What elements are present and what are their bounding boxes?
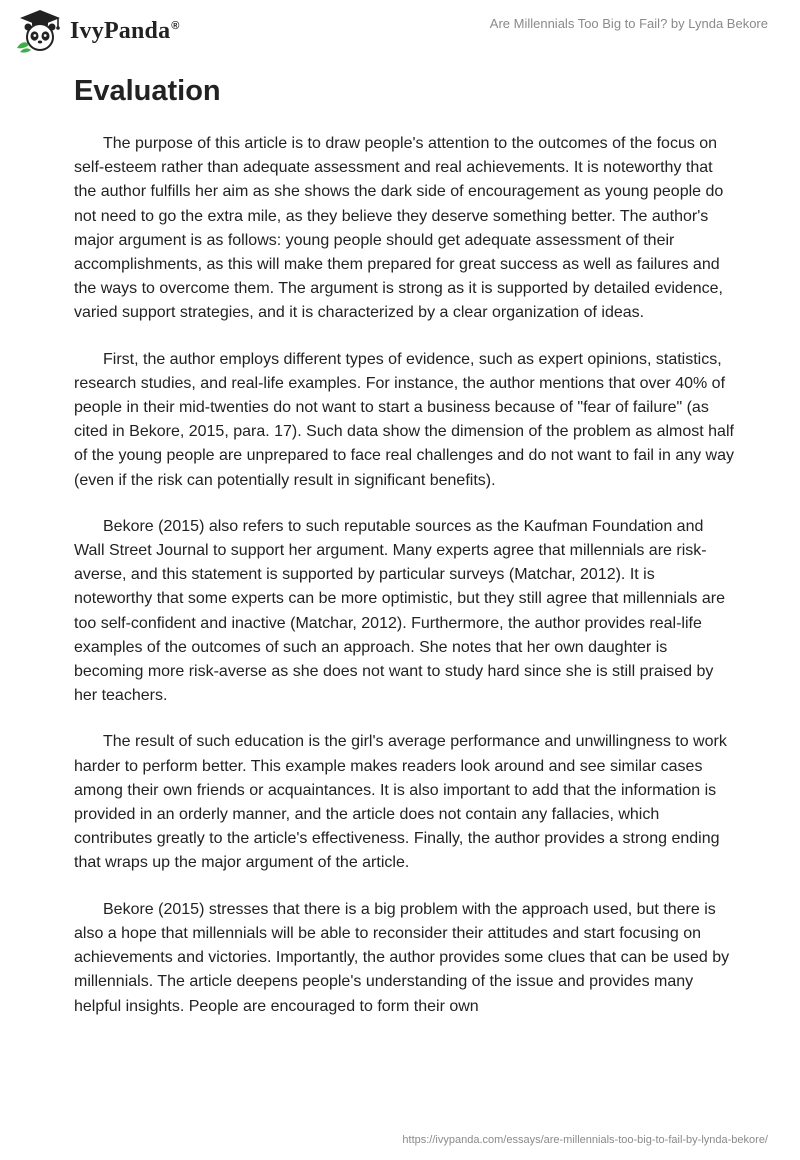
section-heading: Evaluation [74,75,221,107]
paragraph: Bekore (2015) also refers to such reputable sources as the Kaufman Foundation and Wall Street Journal to support her argument. Many experts agree that millennials are risk-averse, and this statement is supported by particular surveys (Matchar, 2012). It is noteworthy that some experts can be more optimistic, but they still agree that millennials are too self-confident and inactive (Matchar, 2012). Furthermore, the author provides real-life examples of the outcomes of such an approach. She notes that her own daughter is becoming more risk-averse as she does not want to study hard since she is still praised by her teachers. [74,517,725,705]
ivypanda-logo[interactable] [14,8,180,54]
paragraph: First, the author employs different types of evidence, such as expert opinions, statistics, research studies, and real-life examples. For instance, the author mentions that over 40% of people in their mid-twenties do not want to start a business because of "fear of failure" (as cited in Bekore, 2015, para. 17). Such data show the dimension of the problem as almost half of the young people are unprepared to face real challenges and do not want to fail in any way (even if the risk can potentially result in significant benefits). [74,350,735,489]
panda-graduate-icon [14,8,66,54]
paragraph: Bekore (2015) stresses that there is a big problem with the approach used, but there is also a hope that millennials will be able to reconsider their attitudes and start focusing on achievements and victories. Importantly, the author provides some clues that can be used by millennials. The article deepens people's understanding of the issue and provides many helpful insights. People are encouraged to form their own [74,900,730,1015]
page-header [0,0,800,60]
paragraph: The purpose of this article is to draw people's attention to the outcomes of the focus on self-esteem rather than adequate assessment and real achievements. It is noteworthy that the author fulfills her aim as she shows the dark side of encouragement as young people do not need to go the extra mile, as they believe they deserve something better. The author's major argument is as follows: young people should get adequate assessment of their accomplishments, as this will make them prepared for great success as well as failures and the ways to overcome them. The argument is strong as it is supported by detailed evidence, varied support strategies, and it is characterized by a clear organization of ideas. [74,135,724,322]
document-title: Are Millennials Too Big to Fail? by Lynda Bekore [489,16,768,31]
logo-wordmark: IvyPanda® [70,17,180,44]
essay-body [74,132,734,1041]
source-url[interactable]: https://ivypanda.com/essays/are-millennials-too-big-to-fail-by-lynda-bekore/ [402,1134,768,1146]
paragraph: The result of such education is the girl's average performance and unwillingness to work harder to perform better. This example makes readers look around and see similar cases among their own friends or acquaintances. It is also important to add that the information is provided in an orderly manner, and the article does not contain any fallacies, which contributes greatly to the article's effectiveness. Finally, the author provides a strong ending that wraps up the major argument of the article. [74,733,727,872]
